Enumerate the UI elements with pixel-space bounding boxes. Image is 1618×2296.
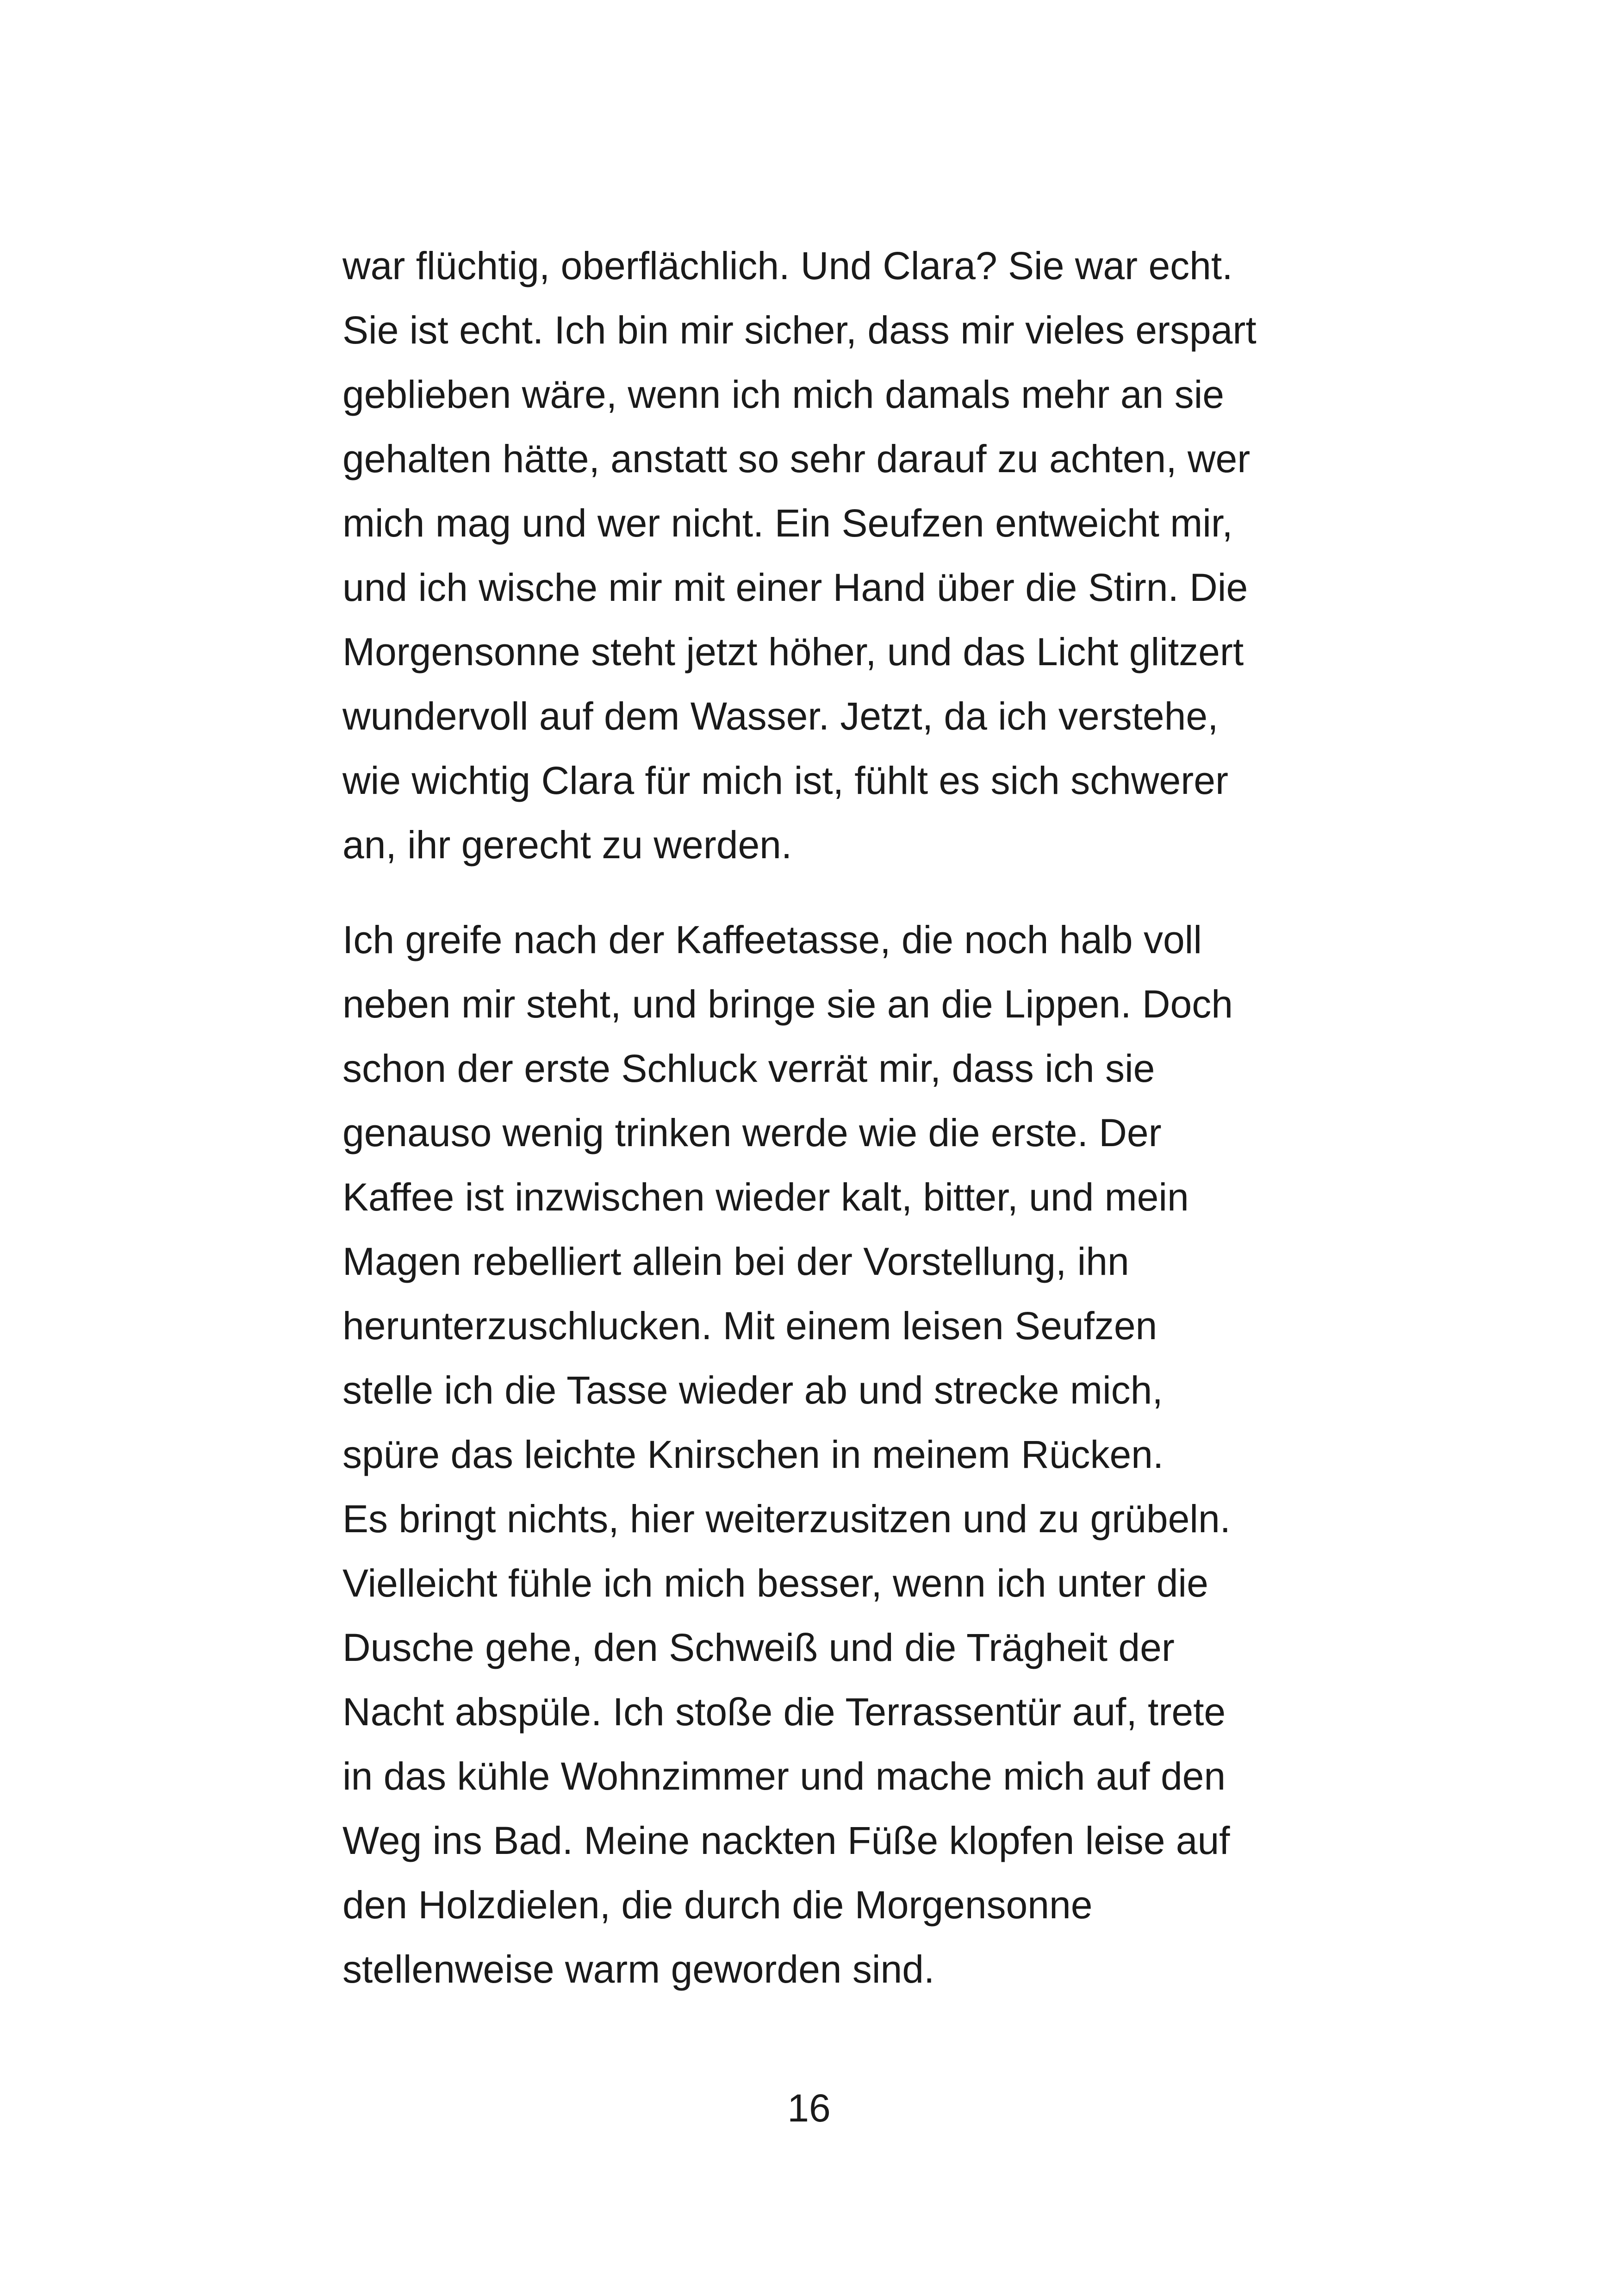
text-line: Weg ins Bad. Meine nackten Füße klopfen leise auf: [342, 1819, 1230, 1862]
text-line: geblieben wäre, wenn ich mich damals mehr an sie: [342, 373, 1224, 416]
page-number: 16: [787, 2086, 831, 2130]
text-line: und ich wische mir mit einer Hand über die Stirn. Die: [342, 566, 1248, 609]
text-line: schon der erste Schluck verrät mir, dass ich sie: [342, 1047, 1155, 1090]
text-line: mich mag und wer nicht. Ein Seufzen entweicht mir,: [342, 501, 1233, 545]
text-line: stelle ich die Tasse wieder ab und strecke mich,: [342, 1368, 1163, 1412]
text-line: Magen rebelliert allein bei der Vorstellung, ihn: [342, 1240, 1129, 1283]
text-line: stellenweise warm geworden sind.: [342, 1947, 935, 1991]
text-line: Nacht abspüle. Ich stoße die Terrassentür auf, trete: [342, 1690, 1226, 1734]
text-line: in das kühle Wohnzimmer und mache mich auf den: [342, 1754, 1226, 1798]
text-line: Vielleicht fühle ich mich besser, wenn ich unter die: [342, 1561, 1208, 1605]
text-line: Ich greife nach der Kaffeetasse, die noch halb voll: [342, 918, 1202, 961]
text-line: war flüchtig, oberflächlich. Und Clara? Sie war echt.: [342, 244, 1233, 287]
text-line: herunterzuschlucken. Mit einem leisen Seufzen: [342, 1304, 1157, 1348]
text-line: Es bringt nichts, hier weiterzusitzen und zu grübeln.: [342, 1497, 1231, 1541]
text-line: an, ihr gerecht zu werden.: [342, 823, 792, 867]
text-line: genauso wenig trinken werde wie die erste. Der: [342, 1111, 1162, 1154]
text-line: wundervoll auf dem Wasser. Jetzt, da ich verstehe,: [342, 694, 1219, 738]
body-text: [342, 234, 1361, 2002]
text-line: gehalten hätte, anstatt so sehr darauf zu achten, wer: [342, 437, 1251, 480]
text-line: wie wichtig Clara für mich ist, fühlt es sich schwerer: [342, 759, 1228, 802]
paragraph-1: [342, 234, 1361, 877]
text-line: Morgensonne steht jetzt höher, und das Licht glitzert: [342, 630, 1244, 674]
paragraph-2: [342, 908, 1361, 2002]
text-line: Kaffee ist inzwischen wieder kalt, bitter, und mein: [342, 1175, 1189, 1219]
text-line: Dusche gehe, den Schweiß und die Trägheit der: [342, 1626, 1175, 1669]
text-line: Sie ist echt. Ich bin mir sicher, dass mir vieles erspart: [342, 308, 1257, 352]
text-line: spüre das leichte Knirschen in meinem Rücken.: [342, 1433, 1164, 1476]
text-line: den Holzdielen, die durch die Morgensonne: [342, 1883, 1093, 1927]
text-line: neben mir steht, und bringe sie an die Lippen. Doch: [342, 982, 1233, 1026]
